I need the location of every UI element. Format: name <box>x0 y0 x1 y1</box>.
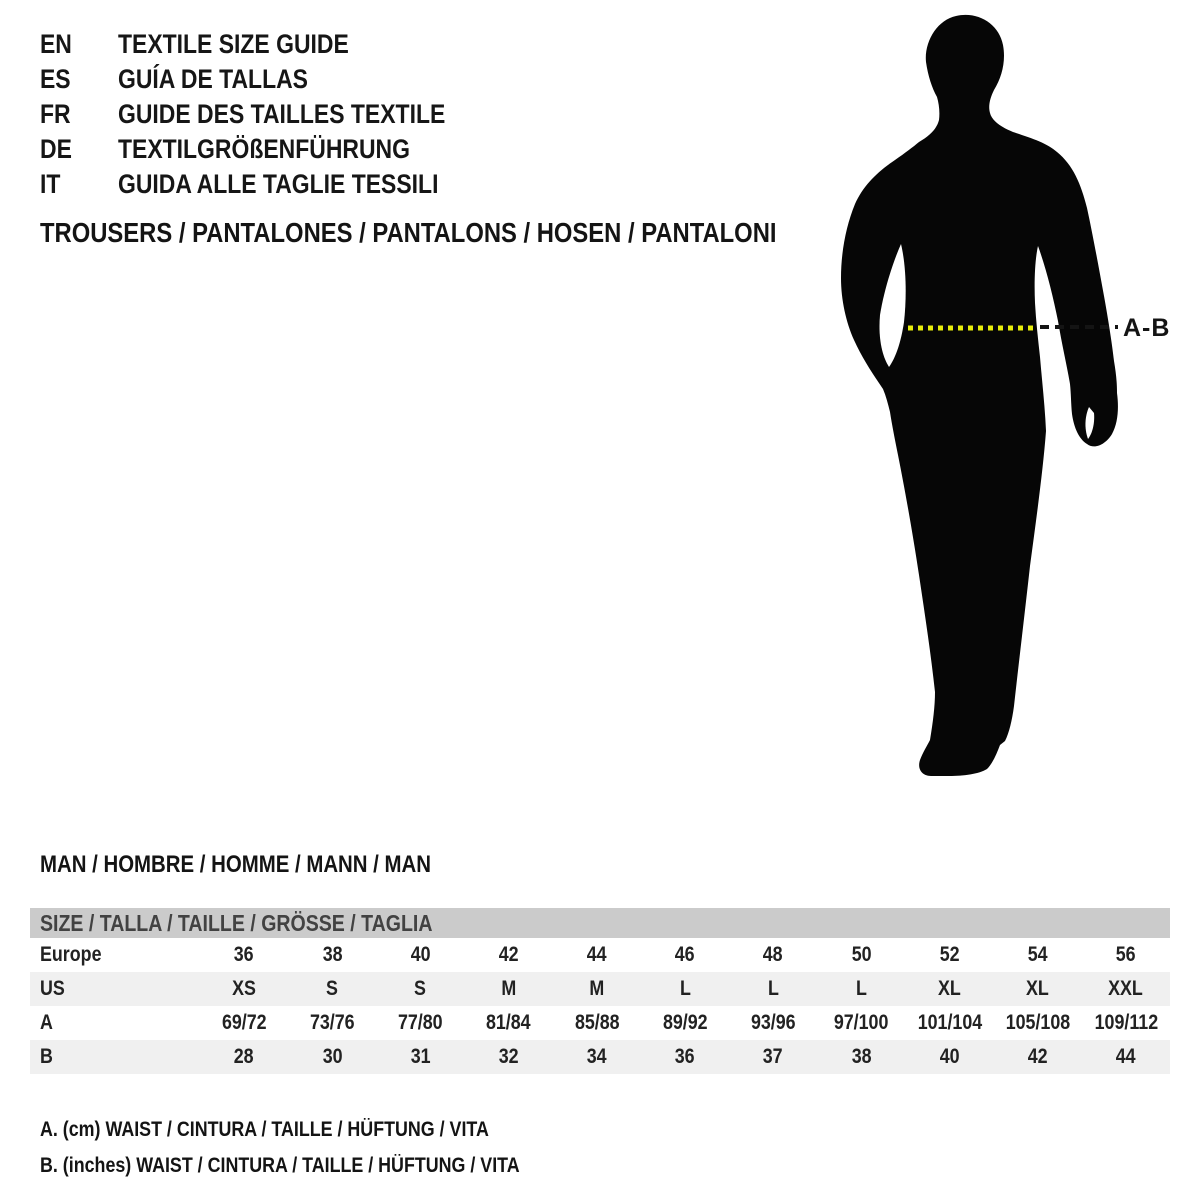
section-heading <box>40 851 500 879</box>
size-value-cell <box>729 943 817 967</box>
size-value: 109/112 <box>1094 1011 1158 1034</box>
size-value-cell <box>994 1011 1082 1035</box>
size-value-cell <box>553 1011 641 1035</box>
footnote-1 <box>40 1112 604 1148</box>
language-code-text: FR <box>40 99 71 129</box>
size-value: 30 <box>322 1045 343 1068</box>
size-value: S <box>414 977 427 1000</box>
language-title-text: GUÍA DE TALLAS <box>118 64 308 94</box>
row-label <box>30 1045 200 1069</box>
size-value-cell <box>376 977 464 1001</box>
size-table <box>30 908 1170 1074</box>
man-silhouette <box>841 15 1118 776</box>
size-value-cell <box>729 977 817 1001</box>
size-value: L <box>679 977 691 1000</box>
size-value: 31 <box>410 1045 431 1068</box>
size-table-row-b <box>30 1040 1170 1074</box>
size-value: 36 <box>234 943 255 966</box>
size-value-cell <box>200 977 288 1001</box>
size-value-cell <box>641 977 729 1001</box>
size-value: 34 <box>586 1045 607 1068</box>
footnote-text: B. (inches) WAIST / CINTURA / TAILLE / HÜFTUNG / VITA <box>40 1154 520 1177</box>
size-value: 44 <box>586 943 607 966</box>
size-value: 101/104 <box>917 1011 982 1034</box>
size-value: S <box>326 977 339 1000</box>
size-value-cell <box>465 1045 553 1069</box>
size-value: L <box>855 977 867 1000</box>
language-title-text: GUIDA ALLE TAGLIE TESSILI <box>118 169 439 199</box>
size-value: 38 <box>851 1045 872 1068</box>
section-heading-text: MAN / HOMBRE / HOMME / MANN / MAN <box>40 851 431 878</box>
language-title-text: GUIDE DES TAILLES TEXTILE <box>118 99 446 129</box>
language-code-text: ES <box>40 64 71 94</box>
size-value: 52 <box>939 943 960 966</box>
size-value-cell <box>376 943 464 967</box>
size-value-cell <box>465 1011 553 1035</box>
language-title-text: TEXTILGRÖßENFÜHRUNG <box>118 134 410 164</box>
size-value: M <box>501 977 517 1000</box>
size-value: XL <box>1026 977 1050 1000</box>
size-value-cell <box>729 1011 817 1035</box>
size-value: 46 <box>675 943 695 966</box>
row-label-text: B <box>40 1045 53 1068</box>
size-value-cell <box>1082 977 1170 1001</box>
footnote-text: A. (cm) WAIST / CINTURA / TAILLE / HÜFTUNG / VITA <box>40 1118 489 1141</box>
size-value-cell <box>817 977 905 1001</box>
size-value: 97/100 <box>834 1011 889 1034</box>
size-value-cell <box>905 977 993 1001</box>
size-table-header-text: SIZE / TALLA / TAILLE / GRÖSSE / TAGLIA <box>40 909 433 936</box>
size-value-cell <box>994 943 1082 967</box>
size-value: 28 <box>234 1045 255 1068</box>
size-table-row-a <box>30 1006 1170 1040</box>
size-value-cell <box>465 943 553 967</box>
size-value-cell <box>905 1045 993 1069</box>
size-value: 81/84 <box>486 1011 531 1034</box>
size-value: 40 <box>939 1045 960 1068</box>
size-value-cell <box>553 943 641 967</box>
size-value: 42 <box>498 943 519 966</box>
size-value: 93/96 <box>750 1011 796 1034</box>
size-value-cell <box>817 943 905 967</box>
size-value: 50 <box>851 943 872 966</box>
row-label <box>30 943 200 967</box>
size-value-cell <box>553 1045 641 1069</box>
product-heading-text: TROUSERS / PANTALONES / PANTALONS / HOSEN / PANTALONI <box>40 217 777 248</box>
size-value-cell <box>1082 1011 1170 1035</box>
size-value-cell <box>817 1045 905 1069</box>
size-value: XS <box>232 977 256 1000</box>
size-value: XL <box>938 977 961 1000</box>
size-value: 48 <box>763 943 784 966</box>
size-value-cell <box>994 1045 1082 1069</box>
size-value: 37 <box>763 1045 784 1068</box>
row-label-text: US <box>40 977 65 1000</box>
size-value-cell <box>905 943 993 967</box>
size-value-cell <box>376 1011 464 1035</box>
size-value-cell <box>288 1011 376 1035</box>
size-value-cell <box>905 1011 993 1035</box>
footnote-2 <box>40 1148 604 1184</box>
size-value: M <box>589 977 605 1000</box>
size-value-cell <box>1082 1045 1170 1069</box>
size-value-cell <box>288 943 376 967</box>
size-value: 56 <box>1115 943 1136 966</box>
size-table-header <box>30 908 1170 938</box>
size-value-cell <box>1082 943 1170 967</box>
size-value-cell <box>817 1011 905 1035</box>
measure-label: A-B <box>1123 314 1171 342</box>
row-label-text: A <box>40 1011 53 1034</box>
size-value-cell <box>200 1045 288 1069</box>
size-value-cell <box>465 977 553 1001</box>
size-value: 32 <box>498 1045 519 1068</box>
size-table-body <box>30 938 1170 1074</box>
size-value-cell <box>994 977 1082 1001</box>
footnotes <box>40 1112 604 1184</box>
size-value: 73/76 <box>309 1011 355 1034</box>
size-value: L <box>767 977 779 1000</box>
size-value: 77/80 <box>398 1011 443 1034</box>
size-value: XXL <box>1108 977 1144 1000</box>
language-title-text: TEXTILE SIZE GUIDE <box>118 29 349 59</box>
size-value-cell <box>376 1045 464 1069</box>
language-code-text: IT <box>40 169 61 199</box>
language-code-text: EN <box>40 29 72 59</box>
size-table-row-us <box>30 972 1170 1006</box>
size-value: 38 <box>322 943 343 966</box>
row-label <box>30 1011 200 1035</box>
size-value: 105/108 <box>1005 1011 1070 1034</box>
size-value-cell <box>641 1011 729 1035</box>
size-value-cell <box>641 943 729 967</box>
size-table-row-europe <box>30 938 1170 972</box>
row-label-text: Europe <box>40 943 102 966</box>
size-value: 85/88 <box>574 1011 620 1034</box>
size-value: 36 <box>675 1045 695 1068</box>
size-value-cell <box>200 943 288 967</box>
size-value-cell <box>641 1045 729 1069</box>
size-value: 40 <box>410 943 431 966</box>
row-label <box>30 977 200 1001</box>
size-value-cell <box>200 1011 288 1035</box>
size-value: 44 <box>1115 1045 1136 1068</box>
language-code-text: DE <box>40 134 72 164</box>
size-value: 69/72 <box>221 1011 267 1034</box>
size-value: 89/92 <box>662 1011 708 1034</box>
size-value-cell <box>553 977 641 1001</box>
size-value: 54 <box>1027 943 1048 966</box>
size-value-cell <box>729 1045 817 1069</box>
size-value-cell <box>288 1045 376 1069</box>
size-value-cell <box>288 977 376 1001</box>
size-value: 42 <box>1027 1045 1048 1068</box>
